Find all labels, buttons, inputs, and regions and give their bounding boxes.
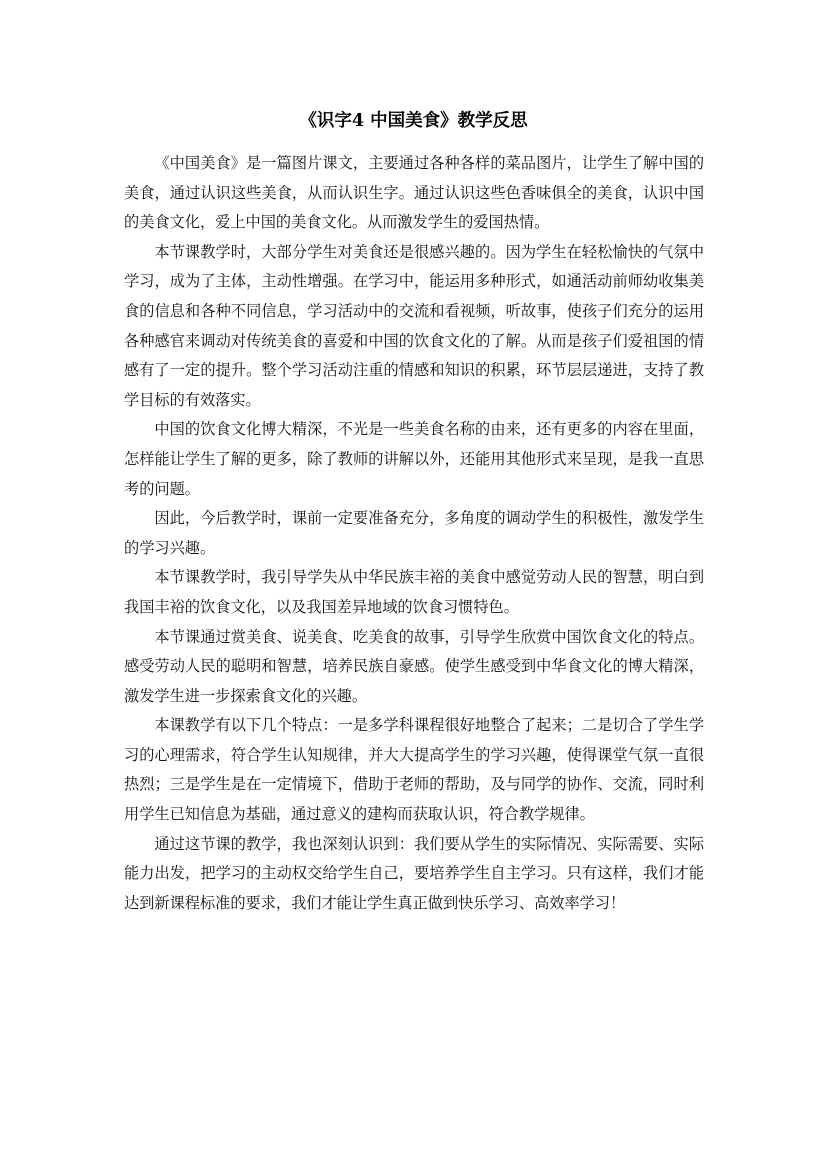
paragraph: 中国的饮食文化博大精深，不光是一些美食名称的由来，还有更多的内容在里面，怎样能让学生了解的更多，除了教师的讲解以外，还能用其他形式来呈现，是我一直思考的问题。: [124, 420, 704, 498]
document-body: [124, 149, 704, 918]
paragraph: 本节课教学时，大部分学生对美食还是很感兴趣的。因为学生在轻松愉快的气氛中学习，成为了主体，主动性增强。在学习中，能运用多种形式，如通活动前师幼收集美食的信息和各种不同信息，学习活动中的交流和看视频，听故事，使孩子们充分的运用各种感官来调动对传统美食的喜爱和中国的饮食文化的了解。从而是孩子们爱祖国的情感有了一定的提升。整个学习活动注重的情感和知识的积累，环节层层递进，支持了教学目标的有效落实。: [124, 242, 704, 409]
document-title: 《识字4 中国美食》教学反思: [299, 111, 528, 131]
paragraph: 因此，今后教学时，课前一定要准备充分，多角度的调动学生的积极性，激发学生的学习兴趣。: [124, 509, 704, 557]
paragraph: 通过这节课的教学，我也深刻认识到：我们要从学生的实际情况、实际需要、实际能力出发，把学习的主动权交给学生自己，要培养学生自主学习。只有这样，我们才能达到新课程标准的要求，我们才能让学生真正做到快乐学习、高效率学习！: [124, 834, 704, 912]
paragraph: 本节课通过赏美食、说美食、吃美食的故事，引导学生欣赏中国饮食文化的特点。感受劳动人民的聪明和智慧，培养民族自豪感。使学生感受到中华食文化的博大精深，激发学生进一步探索食文化的兴趣。: [124, 627, 704, 705]
paragraph: 本节课教学时，我引导学失从中华民族丰裕的美食中感觉劳动人民的智慧，明白到我国丰裕的饮食文化，以及我国差异地域的饮食习惯特色。: [124, 568, 704, 616]
paragraph: 本课教学有以下几个特点：一是多学科课程很好地整合了起来；二是切合了学生学习的心理需求，符合学生认知规律，并大大提高学生的学习兴趣，使得课堂气氛一直很热烈；三是学生是在一定情境下，借助于老师的帮助，及与同学的协作、交流，同时利用学生已知信息为基础，通过意义的建构而获取认识，符合教学规律。: [124, 716, 704, 824]
paragraph: 《中国美食》是一篇图片课文，主要通过各种各样的菜品图片，让学生了解中国的美食，通过认识这些美食，从而认识生字。通过认识这些色香味俱全的美食，认识中国的美食文化，爱上中国的美食文化。从而激发学生的爱国热情。: [124, 154, 704, 232]
